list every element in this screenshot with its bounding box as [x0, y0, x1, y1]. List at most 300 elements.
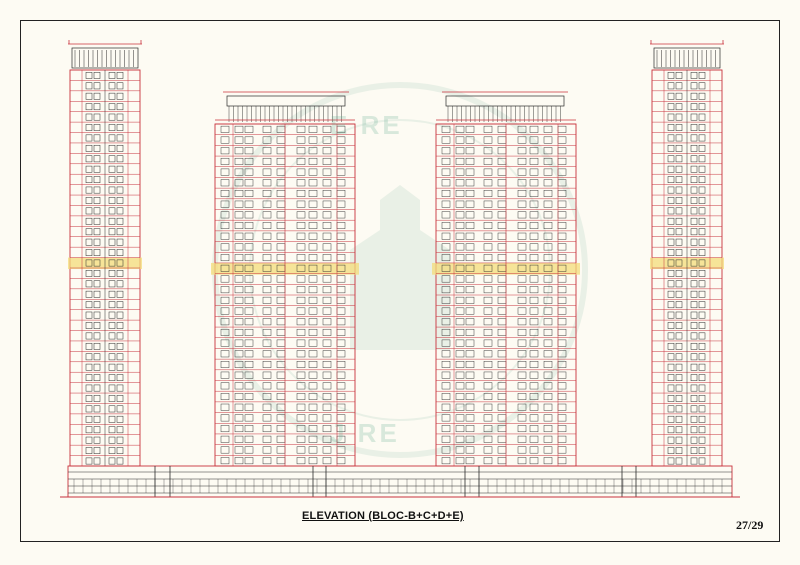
window [235, 308, 243, 314]
window [518, 297, 526, 303]
window [277, 297, 285, 303]
window [558, 308, 566, 314]
window [109, 406, 115, 412]
window [109, 458, 115, 464]
window [498, 404, 506, 410]
window [691, 364, 697, 370]
window [668, 229, 674, 235]
window [518, 447, 526, 453]
window [699, 395, 705, 401]
window [109, 427, 115, 433]
window [699, 145, 705, 151]
window [297, 222, 305, 228]
window [699, 427, 705, 433]
window [117, 229, 123, 235]
window [518, 329, 526, 335]
window [558, 415, 566, 421]
window [498, 393, 506, 399]
window [245, 212, 253, 218]
window [668, 291, 674, 297]
window [544, 340, 552, 346]
window [94, 458, 100, 464]
window [466, 276, 474, 282]
window [323, 404, 331, 410]
window [699, 291, 705, 297]
window [221, 276, 229, 282]
window [466, 329, 474, 335]
window [86, 375, 92, 381]
window [676, 239, 682, 245]
window [323, 244, 331, 250]
window [86, 302, 92, 308]
window [676, 249, 682, 255]
window [518, 254, 526, 260]
window [297, 457, 305, 463]
window [544, 415, 552, 421]
window [676, 416, 682, 422]
window [558, 457, 566, 463]
window [117, 166, 123, 172]
window [691, 437, 697, 443]
window [466, 425, 474, 431]
window [94, 83, 100, 89]
window [498, 297, 506, 303]
window [676, 281, 682, 287]
window [221, 361, 229, 367]
window [297, 286, 305, 292]
window [309, 254, 317, 260]
window [558, 276, 566, 282]
window [530, 404, 538, 410]
window [297, 233, 305, 239]
window [498, 222, 506, 228]
window [498, 308, 506, 314]
window [699, 364, 705, 370]
window [530, 169, 538, 175]
window [94, 124, 100, 130]
window [277, 457, 285, 463]
window [558, 158, 566, 164]
window [498, 254, 506, 260]
window [699, 458, 705, 464]
window [117, 437, 123, 443]
window [235, 447, 243, 453]
window [518, 190, 526, 196]
window [323, 201, 331, 207]
window [544, 169, 552, 175]
window [544, 425, 552, 431]
window [699, 385, 705, 391]
window [323, 254, 331, 260]
window [323, 158, 331, 164]
window [337, 169, 345, 175]
window [699, 135, 705, 141]
window [117, 447, 123, 453]
window [484, 329, 492, 335]
window [456, 329, 464, 335]
window [277, 222, 285, 228]
window [117, 135, 123, 141]
window [466, 286, 474, 292]
window [337, 329, 345, 335]
window [484, 297, 492, 303]
window [86, 229, 92, 235]
window [86, 166, 92, 172]
window [297, 126, 305, 132]
window [498, 276, 506, 282]
window [484, 457, 492, 463]
window [466, 393, 474, 399]
window [277, 148, 285, 154]
window [691, 239, 697, 245]
window [530, 158, 538, 164]
window [277, 137, 285, 143]
window [245, 351, 253, 357]
window [309, 457, 317, 463]
window [456, 297, 464, 303]
window [309, 233, 317, 239]
window [544, 190, 552, 196]
window [86, 83, 92, 89]
window [530, 254, 538, 260]
window [668, 333, 674, 339]
window [263, 457, 271, 463]
window [484, 201, 492, 207]
window [86, 437, 92, 443]
window [484, 404, 492, 410]
window [442, 404, 450, 410]
window [117, 354, 123, 360]
window [94, 135, 100, 141]
window [263, 126, 271, 132]
window [456, 308, 464, 314]
window [277, 447, 285, 453]
window [221, 436, 229, 442]
window [263, 180, 271, 186]
window [323, 286, 331, 292]
window [691, 291, 697, 297]
window [245, 340, 253, 346]
window [699, 187, 705, 193]
window [94, 156, 100, 162]
window [109, 93, 115, 99]
window [676, 406, 682, 412]
window [235, 244, 243, 250]
window [309, 447, 317, 453]
window [337, 319, 345, 325]
window [691, 343, 697, 349]
window [109, 375, 115, 381]
window [337, 393, 345, 399]
window [466, 297, 474, 303]
window [668, 177, 674, 183]
window [544, 447, 552, 453]
window [94, 385, 100, 391]
window [94, 406, 100, 412]
window [277, 340, 285, 346]
window [94, 93, 100, 99]
window [544, 351, 552, 357]
window [484, 286, 492, 292]
window [109, 124, 115, 130]
window [484, 276, 492, 282]
window [691, 458, 697, 464]
window [297, 148, 305, 154]
window [235, 425, 243, 431]
window [691, 385, 697, 391]
window [221, 457, 229, 463]
window [109, 249, 115, 255]
window [498, 329, 506, 335]
window [245, 457, 253, 463]
window [277, 393, 285, 399]
window [544, 436, 552, 442]
window [518, 393, 526, 399]
window [221, 286, 229, 292]
window [297, 372, 305, 378]
window [297, 308, 305, 314]
window [484, 308, 492, 314]
window [676, 312, 682, 318]
window [86, 197, 92, 203]
window [518, 201, 526, 207]
bloc-c [211, 92, 359, 466]
window [323, 233, 331, 239]
window [117, 197, 123, 203]
window [676, 218, 682, 224]
window [676, 208, 682, 214]
window [94, 166, 100, 172]
window [676, 166, 682, 172]
window [699, 416, 705, 422]
window [109, 135, 115, 141]
window [117, 145, 123, 151]
window [691, 145, 697, 151]
window [466, 372, 474, 378]
window [466, 308, 474, 314]
window [558, 201, 566, 207]
window [235, 190, 243, 196]
window [235, 126, 243, 132]
window [530, 297, 538, 303]
window [86, 156, 92, 162]
window [109, 302, 115, 308]
bloc-e [650, 40, 724, 466]
window [297, 447, 305, 453]
window [456, 137, 464, 143]
window [86, 145, 92, 151]
window [94, 354, 100, 360]
window [337, 297, 345, 303]
window [109, 416, 115, 422]
window [668, 135, 674, 141]
window [668, 385, 674, 391]
window [245, 393, 253, 399]
window [263, 436, 271, 442]
window [86, 416, 92, 422]
window [456, 212, 464, 218]
window [558, 137, 566, 143]
window [668, 208, 674, 214]
window [518, 233, 526, 239]
window [699, 218, 705, 224]
window [484, 319, 492, 325]
window [691, 124, 697, 130]
window [691, 187, 697, 193]
window [558, 436, 566, 442]
window [263, 297, 271, 303]
window [86, 208, 92, 214]
window [558, 126, 566, 132]
window [668, 72, 674, 78]
window [691, 322, 697, 328]
window [309, 201, 317, 207]
window [309, 415, 317, 421]
window [530, 308, 538, 314]
window [277, 190, 285, 196]
window [235, 201, 243, 207]
window [117, 364, 123, 370]
window [676, 427, 682, 433]
window [558, 222, 566, 228]
window [309, 372, 317, 378]
window [691, 447, 697, 453]
window [466, 212, 474, 218]
window [466, 254, 474, 260]
window [221, 233, 229, 239]
window [484, 372, 492, 378]
window [558, 297, 566, 303]
window [109, 291, 115, 297]
window [518, 415, 526, 421]
window [699, 124, 705, 130]
window [699, 312, 705, 318]
window [263, 447, 271, 453]
window [466, 158, 474, 164]
window [109, 354, 115, 360]
window [297, 180, 305, 186]
window [518, 383, 526, 389]
window [337, 383, 345, 389]
window [337, 244, 345, 250]
window [456, 383, 464, 389]
window [109, 333, 115, 339]
window [676, 83, 682, 89]
window [691, 83, 697, 89]
window [668, 249, 674, 255]
window [235, 340, 243, 346]
window [530, 436, 538, 442]
window [530, 457, 538, 463]
window [466, 415, 474, 421]
window [309, 276, 317, 282]
window [263, 308, 271, 314]
window [676, 375, 682, 381]
window [558, 447, 566, 453]
window [235, 372, 243, 378]
window [530, 447, 538, 453]
window [235, 383, 243, 389]
window [676, 458, 682, 464]
window [221, 297, 229, 303]
window [117, 281, 123, 287]
window [466, 169, 474, 175]
window [498, 212, 506, 218]
window [530, 126, 538, 132]
window [117, 249, 123, 255]
window [691, 104, 697, 110]
window [94, 322, 100, 328]
window [323, 329, 331, 335]
window [530, 361, 538, 367]
window [337, 158, 345, 164]
window [498, 286, 506, 292]
window [86, 114, 92, 120]
window [530, 286, 538, 292]
window [297, 190, 305, 196]
window [323, 212, 331, 218]
window [86, 385, 92, 391]
window [235, 286, 243, 292]
window [676, 291, 682, 297]
window [484, 190, 492, 196]
window [277, 436, 285, 442]
window [544, 404, 552, 410]
window [530, 372, 538, 378]
window [235, 436, 243, 442]
window [109, 312, 115, 318]
window [691, 395, 697, 401]
window [263, 169, 271, 175]
window [668, 395, 674, 401]
window [699, 177, 705, 183]
window [442, 457, 450, 463]
window [309, 190, 317, 196]
window [558, 233, 566, 239]
window [466, 244, 474, 250]
window [245, 276, 253, 282]
window [518, 212, 526, 218]
window [221, 158, 229, 164]
window [442, 393, 450, 399]
window [498, 190, 506, 196]
window [498, 233, 506, 239]
window [676, 177, 682, 183]
window [466, 233, 474, 239]
window [109, 72, 115, 78]
window [699, 239, 705, 245]
window [518, 158, 526, 164]
window [676, 447, 682, 453]
window [263, 222, 271, 228]
window [699, 270, 705, 276]
window [544, 212, 552, 218]
window [498, 148, 506, 154]
window [221, 126, 229, 132]
window [86, 177, 92, 183]
window [221, 425, 229, 431]
window [676, 395, 682, 401]
window [309, 286, 317, 292]
window [691, 270, 697, 276]
window [676, 385, 682, 391]
window [530, 276, 538, 282]
window [221, 447, 229, 453]
window [323, 319, 331, 325]
window [323, 372, 331, 378]
window [699, 343, 705, 349]
window [484, 169, 492, 175]
